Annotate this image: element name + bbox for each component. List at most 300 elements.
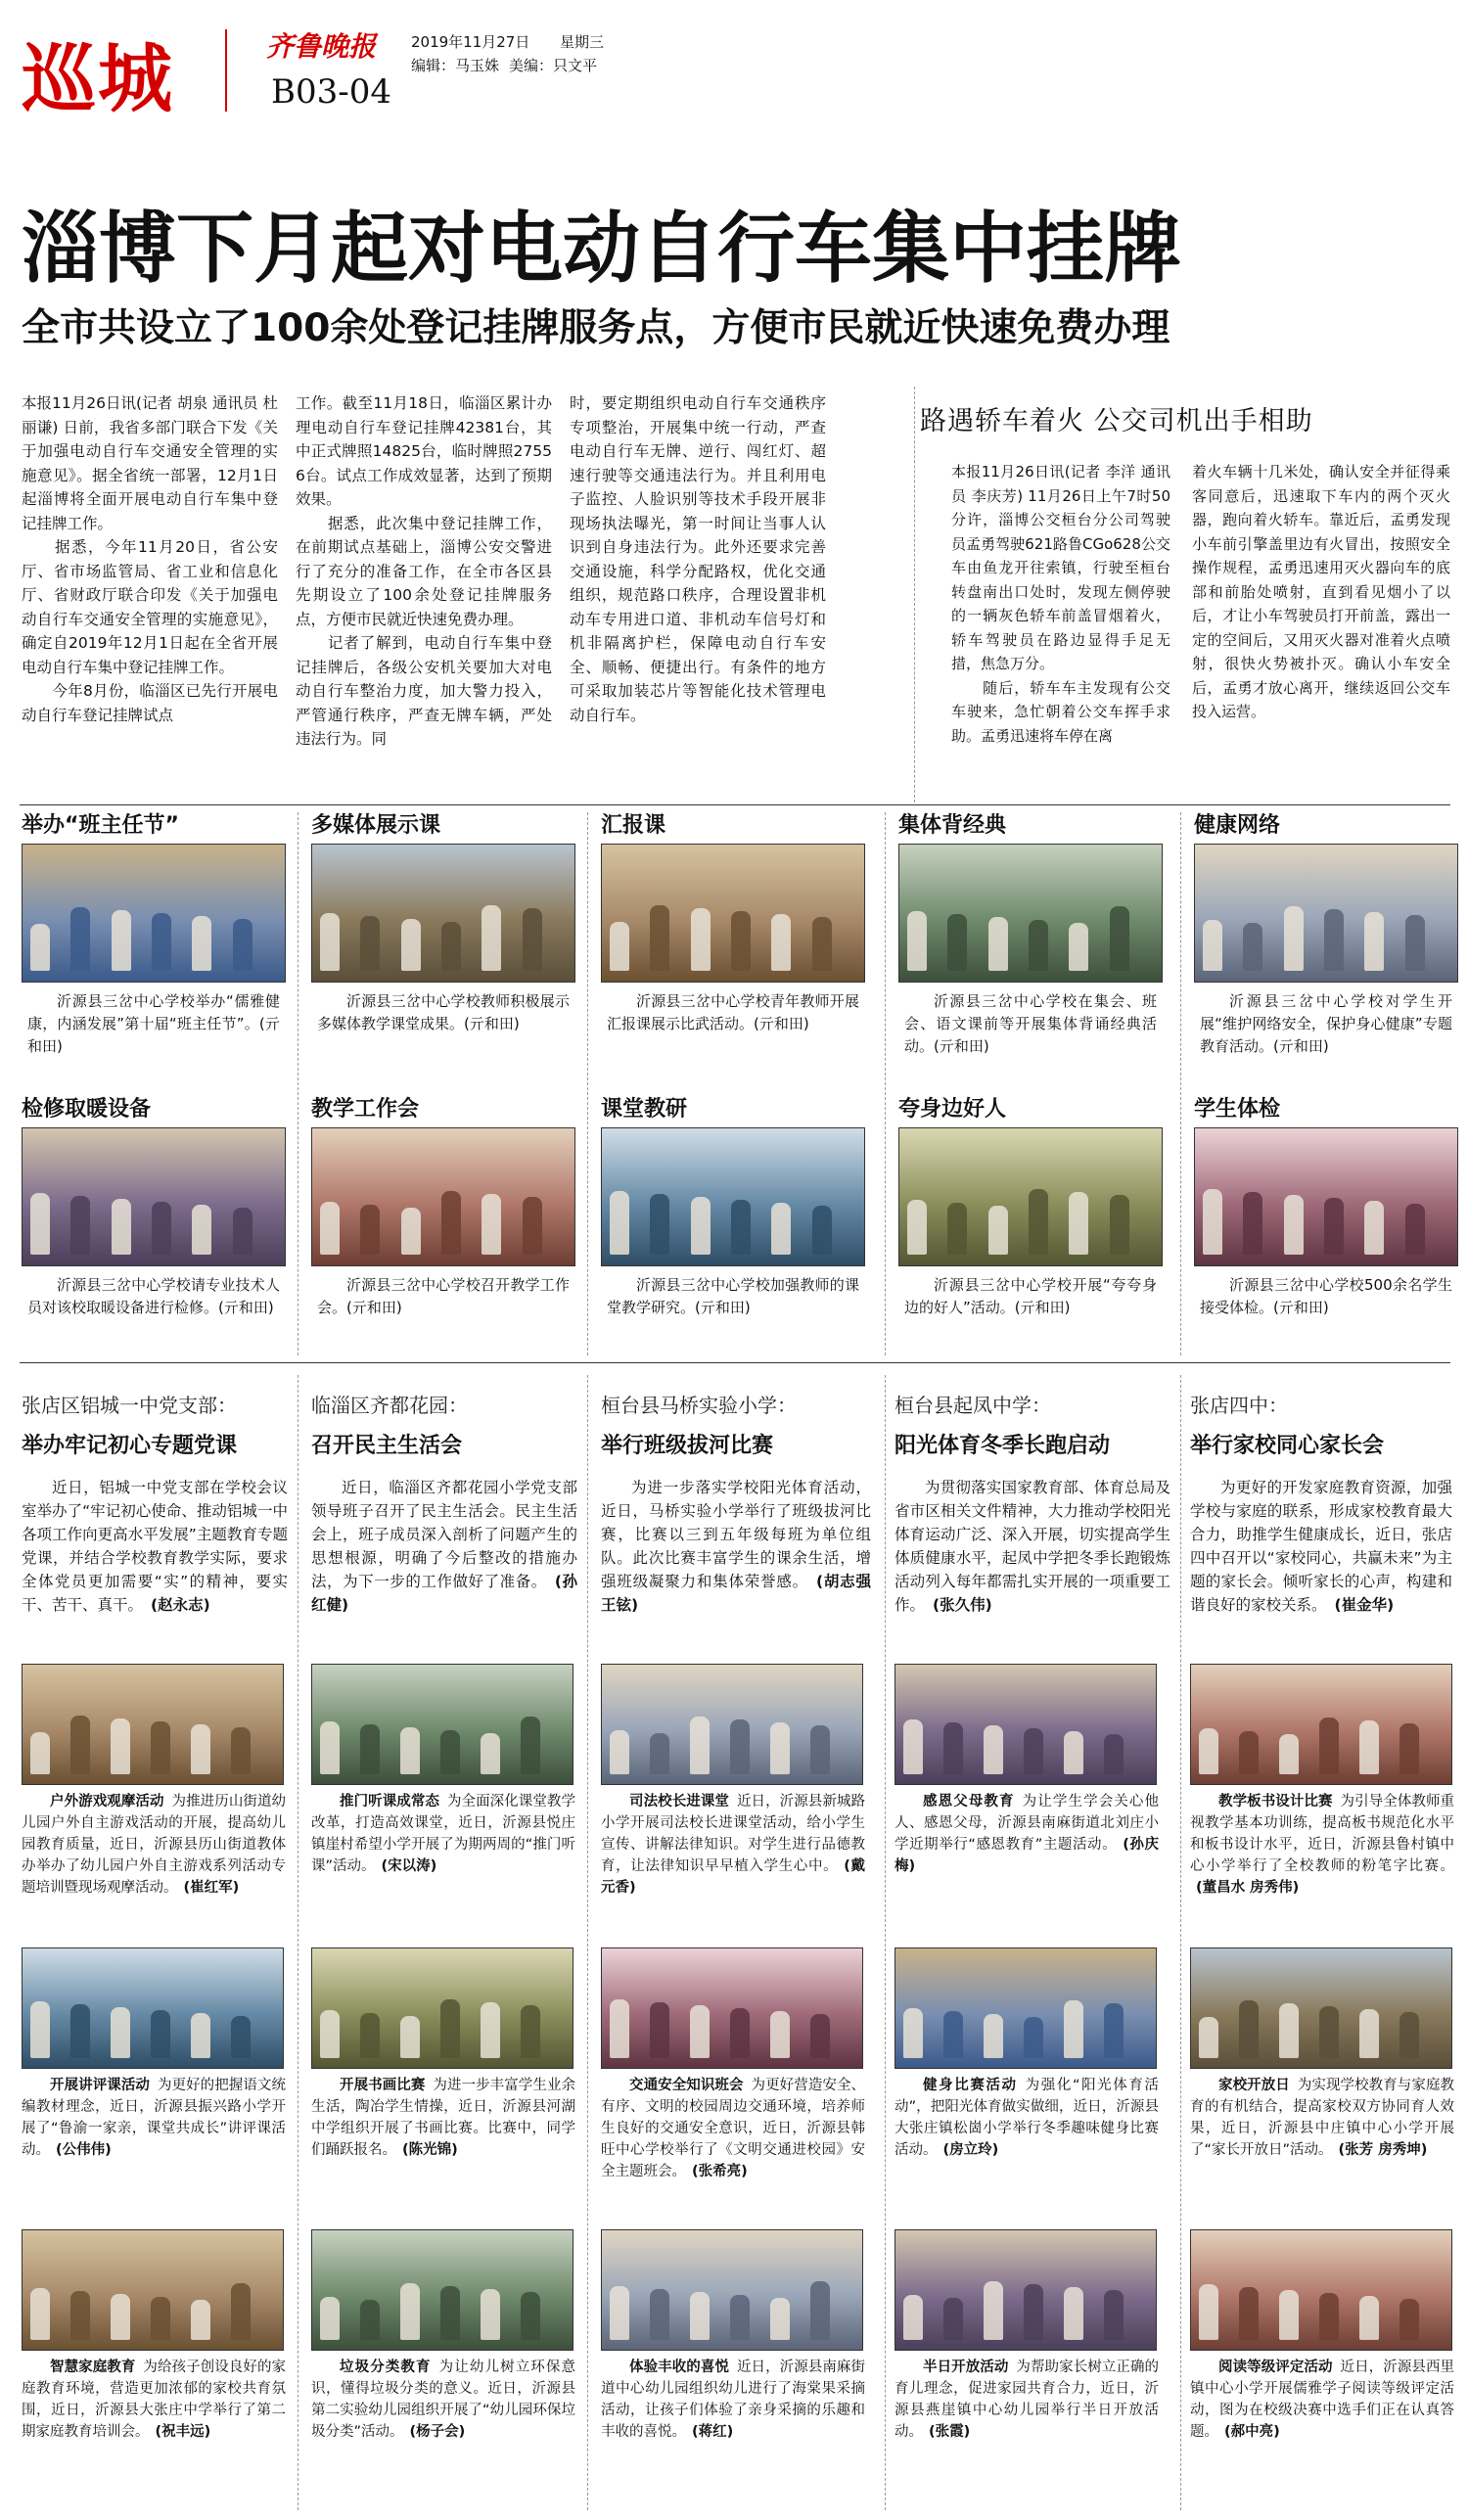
grid-caption-credit: (董昌水 房秀伟) [1196, 1880, 1300, 1896]
photo-figure [984, 2014, 1003, 2058]
photo-figure [523, 908, 542, 971]
brief-location: 临淄区齐都花园： [311, 1394, 468, 1417]
photo-figure [650, 905, 669, 971]
photo-figure [984, 1725, 1003, 1774]
brief-credit: (崔金华) [1334, 1596, 1395, 1614]
photo-figure [1029, 920, 1048, 971]
photo-figure [812, 917, 832, 971]
photo-figure [1104, 2290, 1124, 2340]
brief-title: 举办牢记初心专题党课 [22, 1434, 238, 1458]
photo-figure [360, 916, 380, 971]
photo-figure [320, 2297, 340, 2340]
brief-credit: (孙红健) [311, 1573, 577, 1614]
grid-caption-text: 为推进历山街道幼儿园户外自主游戏活动的开展，提高幼儿园教育质量，近日，沂源县历山街道教体办举办了幼儿园户外自主游戏系列活动专题培训暨现场观摩活动。 [22, 1794, 287, 1896]
side-article-col-1: 本报11月26日讯(记者 李洋 通讯员 李庆芳) 11月26日上午7时50分许，淄博公交桓台分公司驾驶员孟勇驾驶621路鲁CGo628公交车由鱼龙开往索镇，行驶至桓台转盘南出口处时，发现左侧停驶的一辆灰色轿车前盖冒烟着火，轿车驾驶员在路边显得手足无措，焦急万分。 随后，轿车车主发现有公交车驶来，急忙朝着公交车挥手求助。孟勇迅速将车停在离 [951, 463, 1170, 745]
photo-credit: (亓和田) [695, 1299, 751, 1316]
photo-credit: (亓和田) [464, 1015, 520, 1032]
headline: 淄博下月起对电动自行车集中挂牌 [22, 204, 1181, 294]
designer-name: 美编：只文平 [509, 57, 598, 74]
photo-figure [401, 1208, 421, 1255]
photo-figure [691, 1197, 711, 1255]
photo-figure [943, 1722, 963, 1774]
photo-figure [943, 2298, 963, 2340]
photo-caption: 沂源县三岔中心学校教师积极展示多媒体教学课堂成果。(亓和田) [317, 992, 570, 1032]
photo-figure [1239, 1731, 1259, 1774]
photo-figure [1405, 915, 1425, 971]
column-rule [885, 1375, 886, 2510]
photo-figure [1319, 2006, 1339, 2058]
grid-caption [895, 2357, 1159, 2443]
photo-figure [320, 913, 340, 971]
masthead [22, 12, 1450, 129]
photo-figure [650, 2289, 669, 2340]
grid-caption-credit: (郝中亮) [1224, 2424, 1280, 2440]
news-photo [895, 2229, 1157, 2351]
photo-figure [690, 2005, 710, 2058]
photo-figure [1359, 1720, 1379, 1774]
photo-credit: (亓和田) [754, 1015, 809, 1032]
photo-figure [521, 2292, 540, 2340]
photo-figure [192, 916, 211, 971]
grid-caption-credit: (杨子会) [409, 2424, 466, 2440]
photo-figure [440, 1999, 460, 2058]
photo-figure [111, 2007, 130, 2058]
photo-figure [1029, 1189, 1048, 1255]
photo-figure [771, 1203, 791, 1255]
grid-caption-text: 近日，沂源县新城路小学开展司法校长进课堂活动，给小学生宣传、讲解法律知识。对学生进行品德教育，让法律知识早早植入学生心中。 [601, 1794, 866, 1874]
grid-caption-credit: (崔红军) [183, 1880, 240, 1896]
photo-figure [1284, 906, 1304, 971]
photo-figure [650, 1194, 669, 1255]
news-photo [1190, 2229, 1452, 2351]
photo-figure [111, 1718, 130, 1774]
grid-caption-text: 为强化“阳光体育活动”，把阳光体育做实做细，近日，沂源县大张庄镇松崮小学举行冬季趣味健身比赛活动。 [895, 2078, 1160, 2158]
news-photo [1194, 1127, 1458, 1266]
photo-figure [1364, 912, 1384, 971]
photo-figure [610, 1730, 629, 1774]
photo-figure [610, 2286, 629, 2340]
photo-figure [481, 1733, 500, 1774]
photo-figure [1199, 2017, 1218, 2058]
photo-figure [70, 1196, 90, 1255]
section-rule [20, 1362, 1450, 1363]
photo-caption: 沂源县三岔中心学校请专业技术人员对该校取暖设备进行检修。(亓和田) [27, 1276, 280, 1316]
photo-figure [233, 1208, 252, 1255]
grid-caption-text: 为帮助家长树立正确的育儿理念，促进家园共育合力，近日，沂源县燕崖镇中心幼儿园举行半日开放活动。 [895, 2360, 1160, 2440]
photo-figure [30, 1732, 50, 1774]
photo-caption: 沂源县三岔中心学校举办“儒雅健康，内涵发展”第十届“班主任节”。(亓和田) [27, 992, 280, 1055]
photo-credit: (亓和田) [346, 1299, 402, 1316]
grid-caption-text: 为更好营造安全、有序、文明的校园周边交通环境，培养师生良好的交通安全意识，近日，沂源县韩旺中心学校举行了《文明交通进校园》安全主题班会。 [601, 2078, 866, 2179]
grid-caption [895, 1791, 1159, 1877]
photo-figure [903, 1719, 923, 1774]
photo-title: 课堂教研 [601, 1097, 688, 1122]
photo-figure [1110, 906, 1129, 971]
news-photo [1190, 1947, 1452, 2069]
photo-figure [30, 2001, 50, 2058]
brief-location: 桓台县马桥实验小学： [601, 1394, 797, 1417]
photo-caption: 沂源县三岔中心学校召开教学工作会。(亓和田) [317, 1276, 570, 1316]
photo-figure [1069, 1192, 1088, 1255]
photo-figure [730, 2008, 750, 2058]
column-rule [587, 812, 588, 1355]
photo-title: 健康网络 [1194, 813, 1281, 838]
grid-caption-credit: (孙庆梅) [895, 1837, 1159, 1874]
grid-caption [601, 2075, 865, 2182]
grid-caption [895, 2075, 1159, 2161]
photo-figure [191, 2300, 210, 2340]
photo-figure [907, 1200, 927, 1255]
photo-title: 举办“班主任节” [22, 813, 179, 838]
photo-figure [151, 1721, 170, 1774]
photo-figure [810, 2014, 830, 2058]
photo-figure [907, 911, 927, 971]
photo-figure [400, 2016, 420, 2058]
brief-text: 近日，铝城一中党支部在学校会议室举办了“牢记初心使命、推动铝城一中各项工作向更高水平发展”主题教育专题党课，并结合学校教育教学实际，要求全体党员更加需要“实”的精神，要实干、苦干、真干。 (赵永志) [22, 1479, 288, 1614]
photo-caption: 沂源县三岔中心学校500余名学生接受体检。(亓和田) [1200, 1276, 1452, 1316]
news-photo [311, 1664, 573, 1785]
photo-figure [1279, 2290, 1299, 2340]
masthead-divider [225, 29, 227, 112]
news-photo [895, 1947, 1157, 2069]
main-article-col-2: 工作。截至11月18日，临淄区累计办理电动自行车登记挂牌42381台，其中正式牌照14825台，临时牌照27556台。试点工作成效显著，达到了预期效果。 据悉，此次集中登记挂牌工作，在前期试点基础上，淄博公安交警进行了充分的准备工作，在全市各区县先期设立了100余处登记挂牌服务点，方便市民就近快速免费办理。 记者了解到，电动自行车集中登记挂牌后，各级公安机关要加大对电动自行车整治力度，加大警力投入，严管通行秩序，严查无牌车辆，严处违法行为。同 [296, 394, 552, 748]
photo-figure [1364, 1201, 1384, 1255]
grid-caption [22, 2357, 286, 2443]
news-photo [311, 2229, 573, 2351]
brief-location: 桓台县起凤中学： [895, 1394, 1051, 1417]
photo-figure [1279, 2003, 1299, 2058]
issue-date: 2019年11月27日 [411, 33, 530, 51]
photo-figure [947, 1203, 967, 1255]
grid-caption-credit: (张霞) [929, 2424, 971, 2440]
photo-figure [691, 908, 711, 971]
grid-caption-text: 为全面深化课堂教学改革，打造高效课堂，近日，沂源县悦庄镇崖村希望小学开展了为期两周的“推门听课”活动。 [311, 1794, 576, 1874]
column-rule [587, 1375, 588, 2510]
grid-caption-credit: (蒋红) [692, 2424, 734, 2440]
photo-figure [988, 917, 1008, 971]
photo-figure [1243, 1192, 1262, 1255]
photo-figure [1203, 920, 1222, 971]
photo-caption: 沂源县三岔中心学校青年教师开展汇报课展示比武活动。(亓和田) [607, 992, 859, 1032]
brief-credit: (胡志强 王铉) [601, 1573, 871, 1614]
grid-caption-title: 体验丰收的喜悦 [629, 2360, 729, 2375]
photo-figure [111, 2294, 130, 2340]
news-photo [601, 1127, 865, 1266]
photo-figure [70, 2004, 90, 2058]
grid-caption [1190, 2075, 1454, 2161]
photo-figure [1199, 2284, 1218, 2340]
grid-caption [601, 1791, 865, 1899]
photo-figure [610, 1999, 629, 2058]
photo-figure [1239, 2287, 1259, 2340]
photo-figure [650, 1733, 669, 1774]
grid-caption-title: 智慧家庭教育 [50, 2360, 136, 2375]
grid-caption-text: 近日，沂源县南麻街道中心幼儿园组织幼儿进行了海棠果采摘活动，让孩子们体验了亲身采摘的乐趣和丰收的喜悦。 [601, 2360, 866, 2440]
photo-figure [730, 2295, 750, 2340]
photo-figure [320, 1202, 340, 1255]
photo-title: 汇报课 [601, 813, 666, 838]
photo-figure [360, 1724, 380, 1774]
news-photo [898, 1127, 1163, 1266]
side-article-title: 路遇轿车着火 公交司机出手相助 [920, 406, 1313, 436]
photo-figure [1024, 1728, 1043, 1774]
photo-figure [192, 1205, 211, 1255]
grid-caption [22, 1791, 286, 1899]
brief-title: 举行班级拔河比赛 [601, 1434, 774, 1458]
photo-figure [30, 2288, 50, 2340]
photo-figure [690, 2292, 710, 2340]
photo-figure [770, 2298, 790, 2340]
news-photo [311, 844, 575, 983]
photo-title: 学生体检 [1194, 1097, 1281, 1122]
issue-weekday: 星期三 [560, 33, 605, 51]
photo-figure [400, 1727, 420, 1774]
photo-figure [1359, 2009, 1379, 2058]
grid-caption [311, 2357, 575, 2443]
section-rule [20, 804, 1450, 805]
photo-figure [1064, 2000, 1083, 2058]
photo-figure [943, 2011, 963, 2058]
news-photo [22, 1947, 284, 2069]
grid-caption-title: 开展讲评课活动 [50, 2078, 150, 2093]
grid-caption-title: 推门听课成常态 [340, 1794, 439, 1810]
grid-caption-text: 近日，沂源县西里镇中心小学开展儒雅学子阅读等级评定活动，图为在校级决赛中选手们正在认真答题。 [1190, 2360, 1455, 2440]
photo-figure [1239, 2000, 1259, 2058]
grid-caption-title: 阅读等级评定活动 [1218, 2360, 1333, 2375]
photo-title: 夸身边好人 [898, 1097, 1007, 1122]
news-photo [311, 1127, 575, 1266]
photo-credit: (亓和田) [934, 1037, 989, 1055]
editor-name: 编辑：马玉姝 [411, 57, 500, 74]
photo-figure [151, 2010, 170, 2058]
grid-caption-title: 垃圾分类教育 [340, 2360, 432, 2375]
photo-figure [70, 2291, 90, 2340]
news-photo [895, 1664, 1157, 1785]
photo-figure [440, 1730, 460, 1774]
grid-caption [311, 1791, 575, 1877]
photo-figure [400, 2283, 420, 2340]
photo-figure [1319, 2293, 1339, 2340]
photo-figure [1359, 2296, 1379, 2340]
photo-figure [903, 2295, 923, 2340]
brief-text: 为贯彻落实国家教育部、体育总局及省市区相关文件精神，大力推动学校阳光体育运动广泛、深入开展，切实提高学生体质健康水平，起凤中学把冬季长跑锻炼活动列入每年都需扎实开展的一项重要工作。 (张久伟) [895, 1479, 1170, 1614]
brief-location: 张店区铝城一中党支部： [22, 1394, 237, 1417]
grid-caption-title: 健身比赛活动 [923, 2078, 1018, 2093]
photo-figure [231, 1727, 251, 1774]
subheadline: 全市共设立了100余处登记挂牌服务点，方便市民就近快速免费办理 [22, 306, 1170, 350]
grid-caption-title: 半日开放活动 [923, 2360, 1009, 2375]
brief-title: 举行家校同心家长会 [1190, 1434, 1385, 1458]
grid-caption-text: 为更好的把握语文统编教材理念，近日，沂源县振兴路小学开展了“鲁渝一家亲，课堂共成长”讲评课活动。 [22, 2078, 287, 2158]
grid-caption-credit: (祝丰远) [155, 2424, 211, 2440]
photo-figure [360, 2013, 380, 2058]
photo-figure [441, 922, 461, 971]
photo-credit: (亓和田) [27, 1015, 280, 1055]
photo-figure [1284, 1195, 1304, 1255]
grid-caption-text: 为让学生学会关心他人、感恩父母，沂源县南麻街道北刘庄小学近期举行“感恩教育”主题活动。 [895, 1794, 1160, 1853]
photo-figure [481, 2289, 500, 2340]
photo-title: 集体背经典 [898, 813, 1007, 838]
photo-caption: 沂源县三岔中心学校在集会、班会、语文课前等开展集体背诵经典活动。(亓和田) [904, 992, 1157, 1055]
grid-caption [1190, 2357, 1454, 2443]
photo-figure [70, 907, 90, 971]
photo-figure [440, 2286, 460, 2340]
photo-figure [1064, 1731, 1083, 1774]
photo-figure [521, 1717, 540, 1774]
photo-caption: 沂源县三岔中心学校对学生开展“维护网络安全，保护身心健康”专题教育活动。(亓和田) [1200, 992, 1452, 1055]
photo-figure [1279, 1734, 1299, 1774]
brief-location: 张店四中： [1190, 1394, 1288, 1417]
news-photo [898, 844, 1163, 983]
photo-figure [1324, 1198, 1344, 1255]
photo-figure [482, 1194, 501, 1255]
photo-figure [771, 914, 791, 971]
photo-figure [1104, 2003, 1124, 2058]
photo-figure [810, 2281, 830, 2340]
grid-caption [1190, 1791, 1454, 1899]
news-photo [601, 844, 865, 983]
photo-caption: 沂源县三岔中心学校开展“夸夸身边的好人”活动。(亓和田) [904, 1276, 1157, 1316]
column-rule [1180, 1375, 1181, 2510]
photo-figure [1399, 1723, 1419, 1774]
grid-caption-title: 户外游戏观摩活动 [50, 1794, 164, 1810]
grid-caption-title: 教学板书设计比赛 [1218, 1794, 1333, 1810]
photo-figure [903, 2008, 923, 2058]
news-photo [311, 1947, 573, 2069]
photo-figure [151, 2297, 170, 2340]
photo-figure [947, 914, 967, 971]
photo-caption: 沂源县三岔中心学校加强教师的课堂教学研究。(亓和田) [607, 1276, 859, 1316]
photo-figure [770, 1722, 790, 1774]
news-photo [22, 844, 286, 983]
grid-caption [601, 2357, 865, 2443]
grid-caption-title: 开展书画比赛 [340, 2078, 426, 2093]
photo-figure [1024, 2284, 1043, 2340]
grid-caption-title: 家校开放日 [1218, 2078, 1290, 2093]
grid-caption-title: 司法校长进课堂 [629, 1794, 729, 1810]
photo-figure [1324, 909, 1344, 971]
grid-caption-text: 为引导全体教师重视教学基本功训练，提高板书规范化水平和板书设计水平，近日，沂源县鲁村镇中心小学举行了全校教师的粉笔字比赛。 [1190, 1794, 1455, 1874]
photo-figure [1199, 1728, 1218, 1774]
photo-figure [731, 911, 751, 971]
section-name: 巡城 [22, 35, 174, 122]
photo-figure [1203, 1189, 1222, 1255]
photo-title: 检修取暖设备 [22, 1097, 152, 1122]
column-rule [885, 812, 886, 1355]
photo-figure [1064, 2287, 1083, 2340]
photo-figure [360, 2300, 380, 2340]
photo-credit: (亓和田) [1014, 1299, 1071, 1316]
grid-caption-text: 为给孩子创设良好的家庭教育环境，营造更加浓郁的家校共育氛围，近日，沂源县大张庄中学举行了第二期家庭教育培训会。 [22, 2360, 287, 2440]
photo-figure [1319, 1718, 1339, 1774]
photo-figure [610, 1191, 629, 1255]
photo-figure [523, 1197, 542, 1255]
photo-credit: (亓和田) [1273, 1037, 1329, 1055]
photo-figure [112, 910, 131, 971]
photo-figure [360, 1205, 380, 1255]
photo-figure [30, 1193, 50, 1255]
news-photo [601, 1664, 863, 1785]
photo-figure [810, 1725, 830, 1774]
photo-figure [1405, 1204, 1425, 1255]
photo-figure [521, 2005, 540, 2058]
grid-caption-credit: (张希亮) [692, 2164, 748, 2179]
photo-figure [320, 1721, 340, 1774]
photo-figure [988, 1206, 1008, 1255]
grid-caption-credit: (宋以涛) [381, 1858, 437, 1874]
newspaper-logo: 齐鲁晚报 [266, 30, 377, 63]
photo-credit: (亓和田) [218, 1299, 274, 1316]
brief-text: 为进一步落实学校阳光体育活动，近日，马桥实验小学举行了班级拔河比赛，比赛以三到五年级每班为单位组队。此次比赛丰富学生的课余生活，增强班级凝聚力和集体荣誉感。 (胡志强 王铉) [601, 1479, 871, 1614]
brief-title: 召开民主生活会 [311, 1434, 463, 1458]
grid-caption-credit: (戴元香) [601, 1858, 866, 1896]
grid-caption-title: 交通安全知识班会 [629, 2078, 744, 2093]
photo-figure [481, 2002, 500, 2058]
grid-caption-credit: (张芳 房秀坤) [1338, 2142, 1428, 2158]
photo-figure [770, 2011, 790, 2058]
brief-text: 为更好的开发家庭教育资源，加强学校与家庭的联系，形成家校教育最大合力，助推学生健康成长，近日，张店四中召开以“家校同心，共赢未来”为主题的家长会。倾听家长的心声，构建和谐良好的家校关系。 (崔金华) [1190, 1479, 1452, 1614]
photo-figure [984, 2281, 1003, 2340]
photo-figure [70, 1716, 90, 1774]
news-photo [22, 1664, 284, 1785]
grid-caption-text: 为让幼儿树立环保意识，懂得垃圾分类的意义。近日，沂源县第二实验幼儿园组织开展了“幼儿园环保垃圾分类”活动。 [311, 2360, 576, 2440]
grid-caption [22, 2075, 286, 2161]
photo-figure [610, 922, 629, 971]
column-rule [1180, 812, 1181, 1355]
photo-figure [231, 2283, 251, 2340]
main-article-col-1: 本报11月26日讯(记者 胡泉 通讯员 杜丽谦) 日前，我省多部门联合下发《关于加强电动自行车交通安全管理的实施意见》。据全省统一部署，12月1日起淄博将全面开展电动自行车集中登记挂牌工作。 据悉，今年11月20日，省公安厅、省市场监管局、省工业和信息化厅、省财政厅联合印发《关于加强电动自行车交通安全管理的实施意见》，确定自2019年12月1日起在全省开展电动自行车集中登记挂牌工作。 今年8月份，临淄区已先行开展电动自行车登记挂牌试点 [22, 394, 278, 724]
photo-figure [812, 1206, 832, 1255]
news-photo [1190, 1664, 1452, 1785]
news-photo [22, 1127, 286, 1266]
photo-figure [30, 924, 50, 971]
photo-figure [231, 2016, 251, 2058]
grid-caption-text: 为实现学校教育与家庭教育的有机结合，提高家校双方协同育人效果，近日，沂源县中庄镇中心小学开展了“家长开放日”活动。 [1190, 2078, 1455, 2158]
photo-figure [233, 919, 252, 971]
brief-text: 近日，临淄区齐都花园小学党支部领导班子召开了民主生活会。民主生活会上，班子成员深入剖析了问题产生的思想根源，明确了今后整改的措施办法，为下一步的工作做好了准备。 (孙红健) [311, 1479, 577, 1614]
photo-title: 教学工作会 [311, 1097, 420, 1122]
photo-credit: (亓和田) [1273, 1299, 1329, 1316]
photo-figure [191, 1724, 210, 1774]
grid-caption-credit: (陈光锦) [402, 2142, 458, 2158]
photo-figure [1243, 923, 1262, 971]
photo-figure [320, 2010, 340, 2058]
grid-caption-credit: (房立玲) [942, 2142, 999, 2158]
photo-figure [441, 1191, 461, 1255]
news-photo [601, 1947, 863, 2069]
main-article-col-3: 时，要定期组织电动自行车交通秩序专项整治，开展集中统一行动，严查电动自行车无牌、逆行、闯红灯、超速行驶等交通违法行为。并且利用电子监控、人脸识别等技术手段开展非现场执法曝光，第一时间让当事人认识到自身违法行为。此外还要求完善交通设施，科学分配路权，优化交通组织，规范路口秩序，合理设置非机动车专用进口道、非机动车信号灯和机非隔离护栏，保障电动自行车安全、顺畅、便捷出行。有条件的地方可采取加装芯片等智能化技术管理电动自行车。 [570, 394, 826, 724]
grid-caption-text: 为进一步丰富学生业余生活，陶冶学生情操，近日，沂源县河湖中学组织开展了书画比赛。比赛中，同学们踊跃报名。 [311, 2078, 576, 2158]
page-number: B03-04 [271, 72, 392, 112]
photo-figure [1399, 2299, 1419, 2340]
grid-caption-credit: (公伟伟) [56, 2142, 112, 2158]
news-photo [1194, 844, 1458, 983]
photo-figure [1399, 2012, 1419, 2058]
photo-figure [482, 905, 501, 971]
photo-figure [690, 1717, 710, 1774]
photo-figure [1069, 923, 1088, 971]
photo-figure [112, 1199, 131, 1255]
photo-figure [401, 919, 421, 971]
photo-figure [1104, 1734, 1124, 1774]
grid-caption [311, 2075, 575, 2161]
brief-credit: (赵永志) [151, 1596, 210, 1614]
grid-caption-title: 感恩父母教育 [923, 1794, 1015, 1810]
photo-figure [191, 2013, 210, 2058]
photo-figure [650, 2002, 669, 2058]
news-photo [22, 2229, 284, 2351]
photo-figure [1110, 1195, 1129, 1255]
